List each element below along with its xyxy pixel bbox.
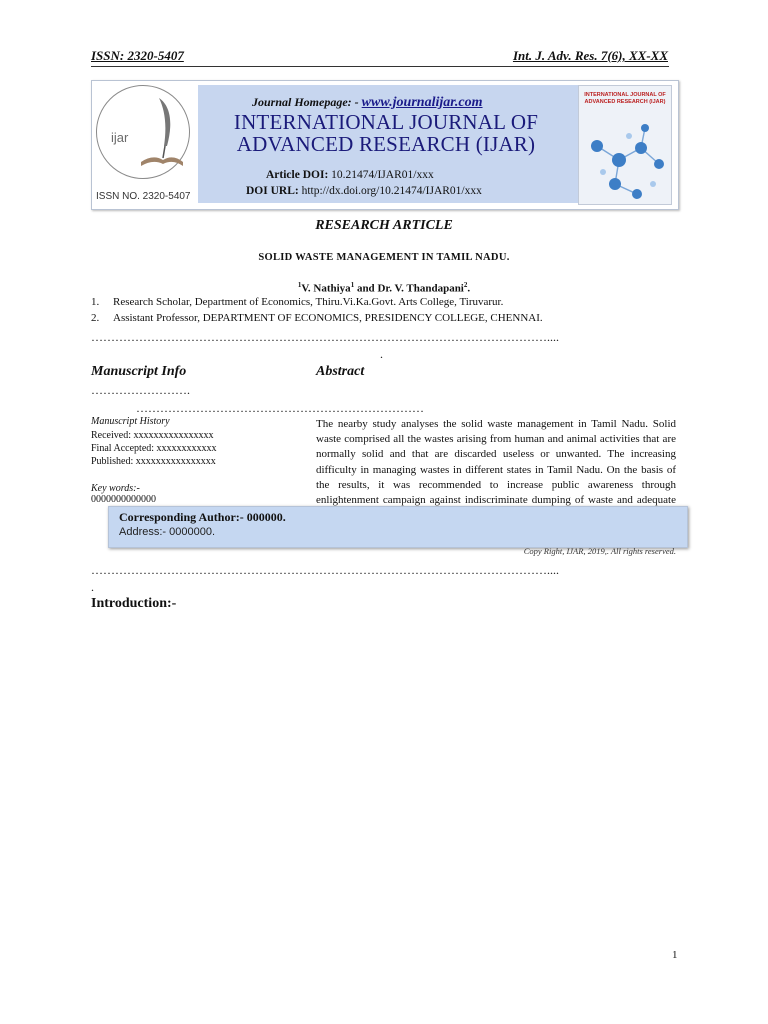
received-date: Received: xxxxxxxxxxxxxxxx	[91, 430, 214, 441]
author-join: and	[354, 282, 378, 295]
abstract-text: The nearby study analyses the solid waste management in Tamil Nadu. Solid waste comprised all the wastes arising from human and animal activities that are normally solid and that are discarded useless or unwanted. The increasing difficulty in managing wastes in different states in Tamil Nadu. On the basis of the results, it was recommended to increase public awareness through enlightenment campaign against indiscriminate dumping of waste and adequate	[316, 418, 676, 507]
article-title: SOLID WASTE MANAGEMENT IN TAMIL NADU.	[258, 252, 510, 263]
affiliation-text: Research Scholar, Department of Economics, Thiru.Vi.Ka.Govt. Arts College, Tiruvarur.	[113, 296, 504, 308]
journal-title: INTERNATIONAL JOURNAL OF ADVANCED RESEARCH (IJAR)	[233, 110, 539, 156]
author1: V. Nathiya	[301, 282, 351, 295]
divider-dot: .	[91, 580, 94, 594]
manuscript-info-heading: Manuscript Info	[91, 364, 187, 379]
keywords-value: 0000000000000	[91, 494, 156, 505]
dotted-divider-top: ……………………………………………………………………………………………………....	[91, 330, 559, 344]
header-rule	[91, 66, 669, 67]
introduction-heading: Introduction:-	[91, 596, 177, 611]
corresponding-author-label: Corresponding Author:- 000000.	[119, 510, 286, 524]
homepage-label: Journal Homepage: -	[252, 95, 359, 109]
authors-line: $^1$V. Nathiya$^1$ and Dr. V. Thandapani$^2$.	[297, 281, 471, 295]
journal-homepage	[252, 95, 483, 111]
manuscript-history-label: Manuscript History	[91, 416, 170, 427]
article-doi-value: 10.21474/IJAR01/xxx	[331, 169, 434, 181]
doi-url	[246, 185, 482, 197]
author1-affil-sup: 1	[350, 281, 355, 289]
article-type: RESEARCH ARTICLE	[315, 218, 453, 233]
accepted-date: Final Accepted: xxxxxxxxxxxx	[91, 443, 217, 454]
divider-dot: .	[380, 347, 383, 361]
cover-title: INTERNATIONAL JOURNAL OF ADVANCED RESEARCH (IJAR)	[584, 92, 666, 105]
author2-sup: 2	[463, 281, 468, 289]
logo-issn: ISSN NO. 2320-5407	[96, 191, 191, 202]
published-date: Published: xxxxxxxxxxxxxxxx	[91, 456, 216, 467]
affiliation-number: 2.	[91, 312, 100, 324]
author2: Dr. V. Thandapani	[377, 282, 464, 295]
abstract-dots: ………………………………………………………………	[136, 401, 424, 415]
logo-text: ijar	[111, 130, 129, 145]
copyright-notice: Copy Right, IJAR, 2019,. All rights reserved.	[523, 546, 676, 556]
dotted-divider-bottom: ……………………………………………………………………………………………………....	[91, 563, 559, 577]
issn-header: ISSN: 2320-5407	[91, 48, 184, 63]
corresponding-author-box	[108, 506, 688, 548]
affiliation-text: Assistant Professor, DEPARTMENT OF ECONOMICS, PRESIDENCY COLLEGE, CHENNAI.	[113, 312, 543, 324]
homepage-link[interactable]: www.journalijar.com	[361, 95, 483, 110]
article-doi	[266, 169, 434, 181]
journal-cover-image	[578, 85, 672, 205]
abstract-heading: Abstract	[316, 364, 365, 379]
affiliation-number: 1.	[91, 296, 100, 308]
molecule-icon	[579, 86, 671, 204]
article-doi-label: Article DOI:	[266, 169, 329, 181]
journal-logo	[96, 85, 190, 179]
quill-book-icon	[137, 96, 187, 171]
doi-url-value[interactable]: http://dx.doi.org/10.21474/IJAR01/xxx	[301, 185, 482, 197]
affiliation-2	[91, 312, 543, 324]
corresponding-address: Address:- 0000000.	[119, 526, 216, 538]
keywords-label: Key words:-	[91, 483, 140, 494]
page-number: 1	[672, 949, 678, 961]
doi-url-label: DOI URL:	[246, 185, 299, 197]
manuscript-dots: …………………….	[91, 383, 190, 397]
author1-sup: 1	[297, 281, 302, 289]
journal-banner	[91, 80, 679, 210]
affiliation-1	[91, 296, 503, 308]
citation-header: Int. J. Adv. Res. 7(6), XX-XX	[512, 48, 668, 63]
